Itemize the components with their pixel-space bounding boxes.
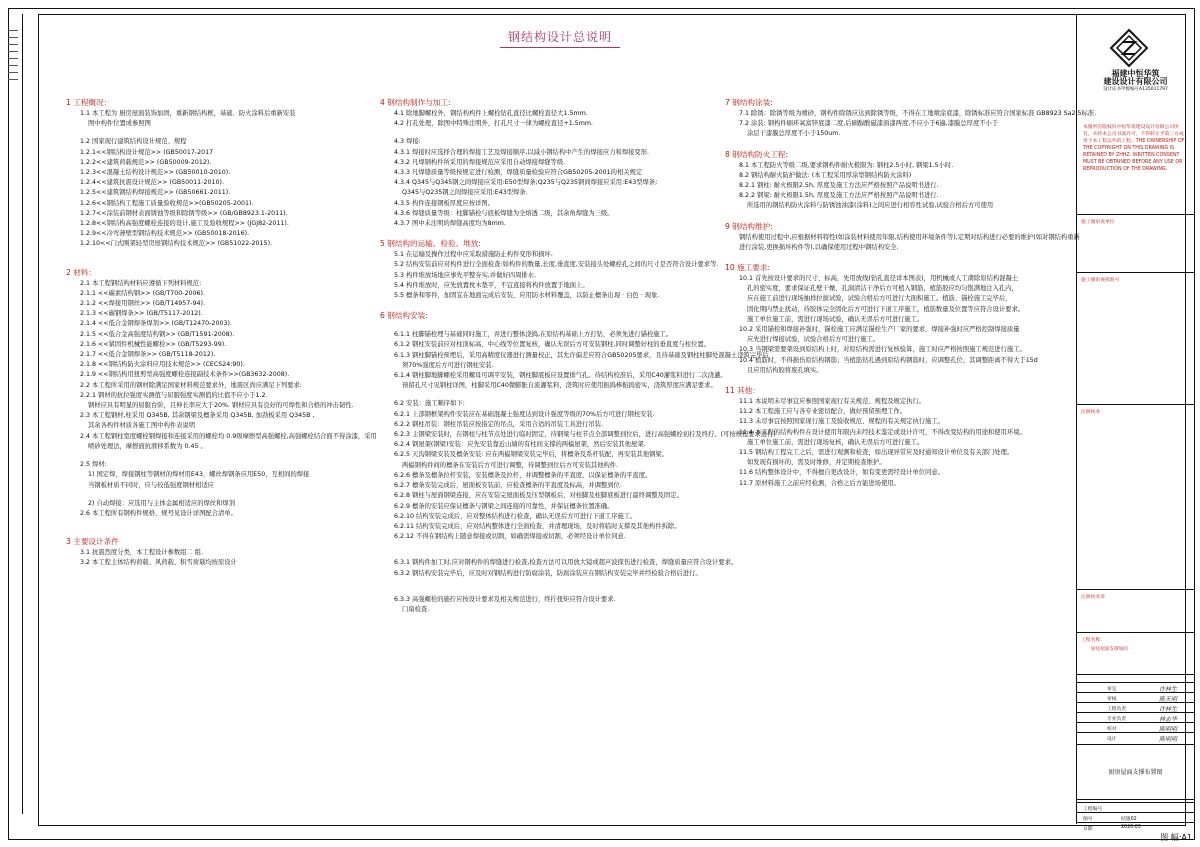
text-line: 施工单位施工前，需进行现场复核，确认无误后方可进行施工。 — [747, 438, 924, 446]
section-heading: 11 其他： — [725, 386, 760, 396]
section-heading: 9 钢结构维护: — [725, 221, 773, 231]
text-line: 6.2.5 天沟钢梁安装及檩条安装: 应在两榀钢梁安装完毕后，将檩条及系杆装配，再安装其他钢梁。 — [394, 451, 669, 459]
signature-role: 审定 — [1107, 687, 1117, 692]
registered-seal-label: 注册执业章 — [1081, 595, 1105, 600]
text-line: 8.1 本工程防火等级二级,要求钢构件耐火极限为: 钢柱2.5小时, 钢梁1.5小时. — [739, 161, 954, 169]
signature-role: 工程负责 — [1107, 707, 1127, 712]
signature: 陈天明 — [1159, 696, 1178, 703]
spacer — [66, 491, 377, 499]
section-heading: 2 材料： — [66, 267, 97, 277]
text-line: 4.2 打孔处理，除图中特殊注明外，打孔尺寸一律为螺栓直径+1.5mm. — [394, 120, 593, 128]
section-heading: 10 施工要求: — [725, 263, 771, 273]
text-line: 喷砂处理法，摩擦面抗滑移系数为 0.45 。 — [88, 442, 207, 450]
project-label: 工程名称： — [1081, 638, 1105, 643]
column-coating — [725, 88, 1096, 489]
text-line: 2.4 本工程钢柱宽度螺栓钢焊接和连接采用的螺栓均 0.9级摩擦型高强螺栓,高强螺栓结合面不得涂漆，采用 — [80, 432, 377, 440]
signature: 林志华 — [1159, 716, 1178, 723]
text-line: 1.2.5<<建筑钢结构焊接规范>> (GB50661-2011). — [80, 189, 231, 197]
text-line: 4.3.6 焊缝质量等级：柱脚锚栓与底板焊缝为全熔透二级，其余角焊缝为三级。 — [394, 209, 614, 217]
spacer — [380, 550, 776, 558]
text-line: 1.2.2<<建筑荷载规范>> (GB50009-2012). — [80, 158, 212, 166]
text-line: 应先进行焊接试验，试验合格后方可进行施工。 — [747, 336, 880, 344]
spacer — [66, 452, 377, 460]
sheet-size-label: 图 幅:A1 — [1160, 833, 1192, 842]
text-line: 2.1.6 <<紧固件机械性能螺栓>> (GB/T5293-99). — [80, 340, 227, 348]
text-line: 6.3.3 高强螺栓的施拧应按设计要求及相关规范进行，终拧扭矩应符合设计要求. — [394, 595, 616, 603]
text-line: 11.5 钢结构工程完工之后，需进行观测和检查，如出现异常应及时通知设计单位及有关部门处理。 — [739, 449, 1014, 457]
text-line: 1.2.6<<钢结构工程施工质量验收规范>>(GB50205-2001). — [80, 199, 254, 207]
spacer — [380, 587, 776, 595]
text-line: 6.2.12 不得在钢结构上随意焊接或切割，如确需焊接或切割，必须经设计单位同意. — [394, 533, 626, 541]
spacer — [66, 250, 377, 258]
text-line: 6.3.2 钢结构安装完毕后，应及时对钢结构进行防腐涂装，防腐涂装应在钢结构安装完毕并经检验合格后进行。 — [394, 569, 702, 577]
binding-tick — [8, 72, 18, 73]
text-line: 8.2 钢结构耐火防护做法: (本工程采用厚涂型钢结构防火涂料) — [739, 171, 912, 179]
text-line: 7.1 除锈：除锈等级为喷砂，钢构件除锈应达到除锈等级，不得在工地喷涂底漆，除锈标准应符合国家标准 GB8923 Sa2.5标准. — [739, 110, 1097, 117]
binding-strip — [0, 0, 36, 830]
text-line: 钢材应具有明显的屈服台阶，且伸长率应大于20%. 钢材应具有良好的可焊性和合格的冲击韧性. — [88, 402, 354, 410]
text-line: 涂层干漆膜总厚度不小于150um. — [747, 130, 841, 138]
title-underline — [500, 47, 620, 48]
signature: 许林生 — [1159, 706, 1178, 713]
info-value: 2020.03 — [1121, 825, 1141, 830]
text-line: 11.1 本说明未尽事宜应参照国家现行有关规范、规程及规定执行。 — [739, 398, 926, 406]
spacer — [380, 322, 776, 330]
text-line: 5.5 檩条和零件，加固宜在地面完成后安装，应用防水材料覆盖，以防止檩条出现 · 白色 · 现象. — [394, 292, 660, 300]
text-line: 须70%强度后方可进行钢柱安装. — [402, 361, 494, 369]
text-line: 10.4 植筋时，不得损伤原结构钢筋；当植筋钻孔遇到原结构钢筋时，应调整孔位，其调整距离不得大于15d — [739, 356, 1038, 364]
signature-role: 设计 — [1107, 737, 1117, 742]
text-line: 2.1.9 <<钢结构用扭剪型高强度螺栓连接副技术条件>>(GB3632-2008). — [80, 371, 290, 379]
text-line: 6.1.3 钢柱脚锚栓预埋后，采用高精度仪器进行测量校正，其允许偏差应符合GB50205要求，且待基础及钢柱柱脚处混凝土浇筑完毕后 — [394, 351, 769, 359]
signature-role: 专业负责 — [1107, 717, 1127, 722]
text-line: 8.2.2 钢梁: 耐火极限1.5h, 厚度及施工方法应严格按照产品说明书进行. — [739, 192, 939, 200]
project-value: 厨房屋面支撑加固 — [1091, 647, 1128, 652]
text-line: 1.2.4<<建筑抗震设计规范>> (GB50011-2010). — [80, 179, 224, 187]
text-line: 1.2.1<<钢结构设计规范>> (GB50017-2017 — [80, 148, 214, 156]
text-line: 所选用的钢结构防火涂料与防锈蚀油漆(涂料)之间应进行相容性试验,试验合格后方可使用 — [747, 202, 994, 210]
binding-tick — [8, 65, 18, 66]
text-line: 8.2.1 钢柱: 耐火极限2.5h, 厚度及施工方法应严格按照产品说明书进行. — [739, 182, 939, 190]
text-line: 2.1.8 <<钢结构防火涂料应用技术规范>> (CECS24:90). — [80, 361, 245, 369]
text-line: 2.6 本工程所有钢构件规格、规号见设计详图配合清单。 — [80, 509, 237, 517]
text-line: 6.2.11 结构安装完成后，应对结构整体进行全面检查，并清理现场，及时将临时支撑及其他构件拆除。 — [394, 522, 681, 530]
section-heading: 4 钢结构制作与加工: — [380, 98, 451, 107]
text-line: 1.2 国家现行建筑结构设计规范、规程 — [80, 138, 187, 146]
info-label: 工程编号 — [1083, 807, 1103, 812]
spacer — [380, 129, 776, 137]
binding-tick — [8, 58, 18, 59]
binding-tick — [8, 37, 18, 38]
text-line: 钢结构使用过程中,应根据材料特性(如涂装材料使用年限,结构使用环境条件等),定期对结构进行必要的维护(如对钢结构重新 — [739, 233, 1080, 241]
text-line: 3.1 抗震烈度分类，本工程设计参数组二 组. — [80, 549, 204, 557]
copyright-note: 本图所有版权归中恒华筑建设设计有限公司所有，未经本公司书面许可，不得转让予第三方或用于本工程以外的工程。THE OWNERSHIP OF THE COPYRIGHT ON THIS DRAWING IS RETAINED BY ZHHZ. WRITTEN CONSENT MUST BE OBTAINED BEFORE ANY USE OR REPRODUCTION OF THE DRAWING. — [1083, 125, 1185, 172]
text-line: 10.1 首先按设计要求的尺寸、标高，先用放线(钻孔直径详本图表)，用机械或人工凿除原结构混凝土 — [739, 275, 1019, 283]
spacer — [66, 129, 377, 137]
text-line: 1.2.7<<涂装前钢材表面锈蚀等级和除锈等级>> (GB/GB8923.1-2011). — [80, 209, 288, 217]
text-line: 2.2 本工程所采用的钢材除满足国家材料规范要求外，地震区尚应满足下列要求: — [80, 381, 302, 389]
text-line: 施工单位施工前，需进行现场试验，确认无误后方可进行施工。 — [747, 315, 924, 323]
company-name: 福建中恒华筑 建设设计有限公司 设计证书甲级编号A135011797 — [1103, 69, 1168, 92]
text-line: 6.2.1 上部钢框架构件安装应在基础混凝土强度达到设计强度等级的70%后方可进行钢柱安装. — [394, 410, 655, 418]
text-line: 6.2.6 檩条及檩条拉杆安装，安装檩条及拉杆，并调整檩条的平直度，以保证檩条的平直度。 — [394, 471, 652, 479]
text-line: 4.3.5 构件连接钢板厚度应按详图。 — [394, 199, 494, 207]
text-line: 孔的密实度，要求保证孔壁干燥，孔洞清洁干净后方可植入钢筋，植筋胶应均匀饱满地注入孔内， — [747, 285, 1018, 293]
binding-tick — [8, 30, 18, 31]
text-line: 11.2 本工程施工应与各专业密切配合，做好预留预埋工作。 — [739, 408, 907, 416]
column-general — [66, 88, 377, 569]
spacer — [380, 579, 776, 587]
text-line: 预留孔尺寸见钢柱详图，柱脚采用C40微膨胀自流灌浆料，浇筑时应使用振捣棒振捣密实，浇筑厚度应满足要求。 — [402, 382, 717, 390]
text-line: 4.3.1 焊接时应选择合理的焊接工艺及焊接顺序,以减小钢结构中产生的焊接应力和焊接变形. — [394, 148, 650, 156]
text-line: Q345与Q235钢之间焊接应采用:E43型焊条. — [402, 189, 528, 197]
text-line: 1.2.3<<混凝土结构设计规范>> (GB50010-2010). — [80, 169, 231, 177]
text-line: 两榀钢构件间的檩条在安装后方可进行调整，待调整到位后方可安装其他构件. — [402, 461, 619, 469]
signature: 陈明明 — [1159, 726, 1178, 733]
text-line: 2.1.3 <<碳钢焊条>> (GB/T5117-2012). — [80, 310, 203, 318]
text-line: 2.5 焊材: — [80, 461, 107, 469]
text-line: 2.1.2 <<焊接用钢丝>> (GB/T14957-94). — [80, 300, 206, 308]
info-label: 日期 — [1083, 827, 1093, 832]
text-line: 4.3.7 图中未注明的焊缝高度均为8mm. — [394, 220, 506, 228]
section-heading: 1 工程概况： — [66, 98, 112, 107]
spacer — [380, 391, 776, 399]
info-value: 结施02 — [1121, 817, 1137, 822]
text-line: 6.2.10 结构安装完成后，应对整体结构进行检查，确认无误后方可进行下道工序施工。 — [394, 512, 637, 520]
section-heading: 6 钢结构安装: — [380, 311, 428, 321]
text-line: 3.2 本工程主体结构荷载、风荷载、积雪荷载均按原设计 — [80, 559, 237, 567]
text-line: 门扇检查. — [402, 605, 430, 613]
text-line: 6.2.7 檩条安装完成后，屋面板安装前，应检查檩条的平直度及标高，并调整到位. — [394, 482, 622, 490]
title-block — [1076, 14, 1194, 832]
signature: 陈明明 — [1159, 736, 1178, 743]
section-heading: 3 主要设计条件 — [66, 537, 119, 547]
section-heading: 5 钢结构的运输、检验、堆放: — [380, 239, 481, 249]
text-line: 7.2 涂装: 钢构件刷环氧富锌底漆二度,后刷醇酸磁漆面漆两度,不应小于6遍,漆膜总厚度不小于 — [739, 120, 999, 128]
text-line: 6.1.4 钢柱脚地脚螺栓采用螺母可调平安装，钢柱脚底板应设置排气孔。待结构校准后，采用C40灌浆料进行二次浇灌。 — [394, 372, 727, 380]
text-line: 6.2.3 主钢梁安装时，在钢柱与柱节点处进行临时固定，待钢梁与柱节点全部调整到位后，进行高强螺栓初拧及终拧。(可按规程要求进行) — [394, 431, 776, 439]
text-line: 2.1.7 <<低合金钢焊条>> (GB/T5118-2012). — [80, 351, 216, 359]
text-line: 6.2.8 钢柱与屋面钢梁连接，应在安装完屋面板及压型钢板后，对柱脚及柱脚底板进行最终调整及固定。 — [394, 492, 683, 500]
text-line: 11.7 原材料施工之前应经检测，合格之后方能进场使用。 — [739, 479, 900, 487]
text-line: 1) 国定焊，焊接钢柱等钢材的焊材用E43，螺丝焊钢条应用E50，互相间的焊接 — [88, 471, 310, 479]
text-line: 2.1.5 <<低合金高强度结构钢>> (GB/T1591-2008). — [80, 330, 235, 338]
text-line: 5.2 结构安装前应对构件进行全面检查:如构件的数量,长度,垂直度,安装接头处螺栓孔之间的尺寸是否符合设计要求等. — [394, 261, 719, 269]
text-line: 11.3 未尽事宜按照国家现行施工及验收规范、规程的有关规定执行施工。 — [739, 418, 944, 426]
text-line: 6.2 安装：施工顺序如下: — [394, 400, 465, 408]
text-line: 11.4 本工程的结构构件在设计使用年限内未经技术鉴定或设计许可，不得改变结构的用途和使用环境。 — [739, 428, 1026, 436]
text-line: 4.1 除地脚螺栓外，钢结构构件上螺栓钻孔直径比螺栓直径大1.5mm. — [394, 110, 588, 117]
text-line: 2.3 本工程钢材,柱采用 Q345B, 其余钢梁及檩条采用 Q345B, 加劲板采用 Q345B , — [80, 412, 315, 420]
review-unit-label: 施工图审查单位 — [1081, 220, 1115, 225]
text-line: 2) 自动焊接：应选用与主体金属相适应的焊丝和焊剂 — [88, 499, 235, 507]
drawing-name: 厨房屋面支撑布置图 — [1108, 769, 1163, 776]
text-line: 2.1.1 <<碳素结构钢>> (GB/T700-2006). — [80, 289, 206, 297]
text-line: 4.3.3 凡焊缝质量等级按规定进行检测，焊缝质量检验应符合GB50205-2001的相关规定 — [394, 169, 643, 177]
text-line: 固化期内禁止扰动，待胶体完全固化后方可进行下道工序施工，植筋数量及位置等应符合设计要求。 — [747, 305, 1025, 313]
text-line: 6.2.2 钢柱吊装：钢柱吊装应按指定的吊点，采用合适的吊装工具进行吊装. — [394, 420, 603, 428]
text-line: 应在施工前进行现场抽样拉拔试验，试验合格后方可进行大面积施工。植筋、锚栓施工完毕后， — [747, 295, 1012, 303]
info-label: 图号 — [1083, 817, 1093, 822]
text-line: 其余各构件材质各施工图中构件表说明 — [88, 422, 196, 430]
text-line: 6.3.1 钢构件加工时,应对钢构件的焊缝进行检查,检查方法可以用放大镜或超声波探伤进行检查，焊缝质量应符合设计要求。 — [394, 559, 738, 567]
text-line: 且应用结构胶将废孔填实。 — [747, 366, 823, 374]
text-line: 1.2.8<<钢结构高强度螺栓连接的设计,施工及验收规程>> (JGJ82-2011). — [80, 220, 289, 228]
column-fabrication — [380, 88, 776, 615]
spacer — [380, 542, 776, 550]
text-line: 10.3 当钢梁需要架设到原结构上时，对原结构需进行复核验算，施工时应严格按照施工规范进行施工。 — [739, 346, 1026, 354]
text-line: 1.1 本工程为 厨房屋面装饰加固，重新钢结构框，基础、防火涂料后重新安装 — [80, 110, 296, 117]
registered-label: 注册执业 — [1081, 410, 1101, 415]
binding-tick — [8, 51, 18, 52]
signature-row — [1077, 732, 1194, 743]
signature-role: 校对 — [1107, 727, 1117, 732]
binding-tick — [8, 79, 18, 80]
text-line: 4.3.4 Q345与Q345钢之间焊接应采用:E50型焊条;Q235与Q235钢间焊接应采用:E43型焊条; — [394, 179, 658, 187]
section-heading: 8 钢结构防火工程: — [725, 149, 788, 159]
text-line: 6.2.4 钢屋架(钢梁)安装：应先安装靠近山墙的有柱间支撑的两榀屋架，然后安装其他屋架. — [394, 441, 646, 449]
text-line: 5.3 构件堆放场地应事先平整夯实,并做好四周排水. — [394, 271, 536, 279]
text-line: 4.3.2 凡焊钢构件所采用的焊接规范应采用自动焊接焊缝等级. — [394, 158, 566, 166]
text-line: 进行涂装,更换损坏构件等),以确保使用过程中钢结构安全. — [739, 243, 899, 251]
text-line: 6.1.2 钢柱安装前应对柱顶标高、中心线等位置复核，确认无误后方可安装钢柱,同时调整好柱的垂直度与柱位置。 — [394, 341, 710, 349]
text-line: 6.1.1 柱脚锚栓埋与基础同时施工，并进行整体浇捣,在原结构基础上方打钻，必须先进行锚栓施工。 — [394, 331, 673, 339]
text-line: 5.4 构件堆放时，应先放置枕木垫平，不宜直接将构件放置于地面上。 — [394, 281, 589, 289]
text-line: 2.2.1 钢材的抗拉强度实测值与屈服强度实测值的比值不应小于1.2. — [80, 391, 268, 399]
text-line: 11.6 结构整体设计中，不得擅自更改设计，如有变更需经设计单位同意。 — [739, 469, 944, 477]
section-heading: 7 钢结构涂装: — [725, 98, 773, 107]
review-number-label: 施工图审查批准号 — [1081, 278, 1120, 283]
text-line: 4.3 焊接: — [394, 138, 421, 146]
company-logo-icon — [1109, 28, 1149, 68]
text-line: 2.1 本工程钢结构材料应遵循下列材料规范: — [80, 279, 202, 287]
text-line: 5.1 在运输及操作过程中应采取措施防止构件变形和损坏. — [394, 251, 553, 259]
text-line: 1.2.9<<冷弯薄壁型钢结构技术规范>> (GB50018-2016). — [80, 230, 250, 238]
page-title: 钢结构设计总说明 — [507, 30, 612, 44]
text-line: 图中构件位置或参照图 — [88, 120, 151, 128]
text-line: 1.2.10<<门式刚架轻型房屋钢结构技术规范>> (GB51022-2015). — [80, 240, 273, 248]
text-line: 10.2 采用锚栓和焊接补强时，锚栓施工应满足锚栓生产厂家的要求，焊接补强时应严格控制焊接质量 — [739, 326, 1020, 334]
binding-tick — [8, 44, 18, 45]
spacer — [66, 519, 377, 527]
text-line: 2.1.4 <<低合金钢焊条焊剂>> (GB/T12470-2003). — [80, 320, 232, 328]
text-line: 6.2.9 檩条的安装应保证檩条与钢梁之间连接的可靠性，并保证檩条位置准确。 — [394, 502, 614, 510]
text-line: 如发现有损坏的，需及时维修，并定期检查维护。 — [747, 459, 886, 467]
text-line: 当钢板材质不同时，应与较低强度钢材相适应 — [88, 481, 214, 489]
signature-role: 审核 — [1107, 697, 1117, 702]
signature: 许林生 — [1159, 686, 1178, 693]
